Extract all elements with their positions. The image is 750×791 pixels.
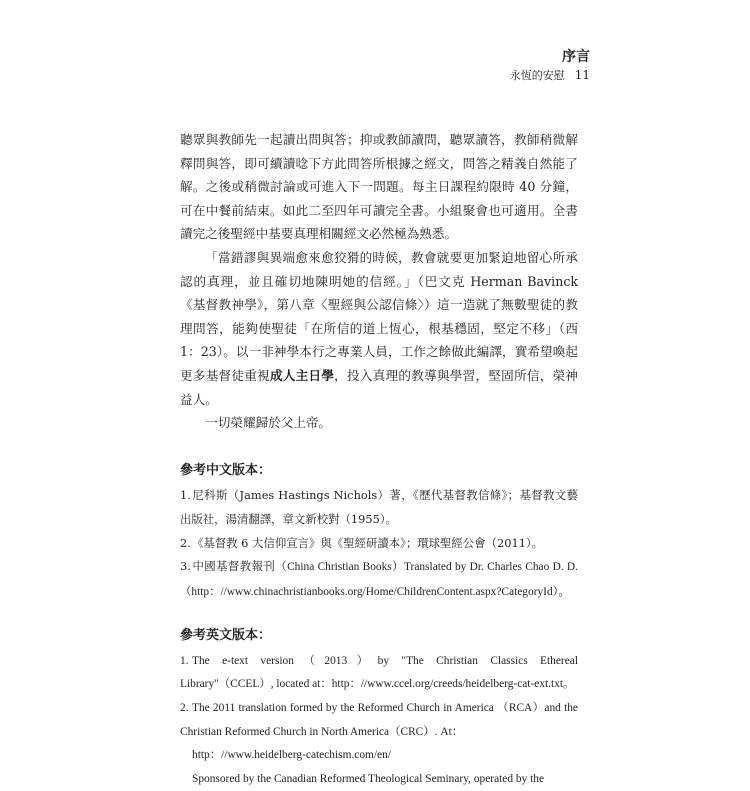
emphasis-adult-sunday-school: 成人主日學 — [269, 367, 335, 383]
running-subtitle-line — [510, 67, 590, 84]
list-item-text: 尼科斯（James Hastings Nichols）著，《歷代基督教信條》；基督教文藝出版社，湯清翻譯，章文新校對（1955）。 — [180, 488, 578, 526]
running-head — [510, 48, 590, 84]
list-item — [180, 484, 578, 531]
scripture-quote: 在所信的道上恆心，根基穩固，堅定不移 — [310, 320, 546, 336]
body-text — [180, 128, 578, 791]
list-item-text: 中國基督教報刊（China Christian Books）Translated by Dr. Charles Chao D. D.（http：//www.chinachristianbooks.org/Home/ChildrenContent.aspx?CategoryId）。 — [180, 561, 578, 598]
list-item-number: 1. — [180, 654, 189, 667]
english-references-list — [180, 650, 578, 791]
list-item-text: 《基督教 6 大信仰宣言》與《聖經研讀本》；環球聖經公會（2011）。 — [192, 535, 544, 550]
english-references-heading: 參考英文版本： — [180, 628, 272, 644]
list-item-number: 2. — [180, 535, 191, 550]
list-item — [180, 697, 578, 791]
paragraph-2-text: 「當錯謬與異端愈來愈狡猾的時候，教會就要更加緊迫地留心所承認的真理，並且確切地陳明她的信經。」（巴文克 Herman Bavinck《基督教神學》，第八章〈聖經與公認信條〉）這一造就了無數聖徒的教理問答，能夠使聖徒「 — [180, 249, 578, 336]
list-item-text: The e-text version（2013）by "The Christian Classics Ethereal Library"（CCEL）, located at：http：//www.ccel.org/creeds/heidelberg-cat-ext.txt。 — [180, 654, 578, 691]
paragraph-2-end: ，投入真理的教導與學習，堅固所信，榮神益人。 — [180, 367, 579, 407]
list-item-number: 1. — [180, 488, 191, 503]
list-item — [180, 650, 578, 697]
book-subtitle: 永恆的安慰 — [509, 68, 565, 82]
paragraph-1: 聽眾與教師先一起讀出問與答；抑或教師讀問，聽眾讀答，教師稍微解釋問與答，即可續讀唸下方此問答所根據之經文，問答之精義自然能了解。之後或稍微討論或可進入下一問題。每主日課程約限時 40 分鐘，可在中餐前結束。如此二至四年可讀完全書。小組聚會也可適用。全書讀完之後聖經中基要真理相關經文必然極為熟悉。 — [180, 132, 578, 242]
list-item-number: 3. — [180, 559, 191, 574]
list-item-text: The 2011 translation formed by the Reformed Church in America （RCA）and the Christian Reformed Church in North America（CRC）. At： — [180, 702, 578, 738]
list-item — [180, 532, 578, 556]
page-number: 11 — [574, 67, 590, 82]
list-item-number: 2. — [180, 702, 189, 715]
paragraph-2-text-continued: 」（西 1：23）。以一非神學本行之專業人員，工作之餘做此編譯，實希望喚起更多基督徒重視 — [180, 320, 579, 383]
paragraph-3: 一切榮耀歸於父上帝。 — [205, 415, 332, 431]
chinese-references-heading: 參考中文版本： — [180, 462, 272, 478]
reference-sponsor: Sponsored by the Canadian Reformed Theological Seminary, operated by the — [192, 772, 545, 785]
reference-url: http：//www.heidelberg-catechism.com/en/ — [192, 749, 391, 762]
chapter-title: 序言 — [562, 49, 590, 65]
chinese-references-list — [180, 484, 578, 604]
paragraph-2 — [180, 246, 578, 411]
list-item — [180, 555, 578, 604]
